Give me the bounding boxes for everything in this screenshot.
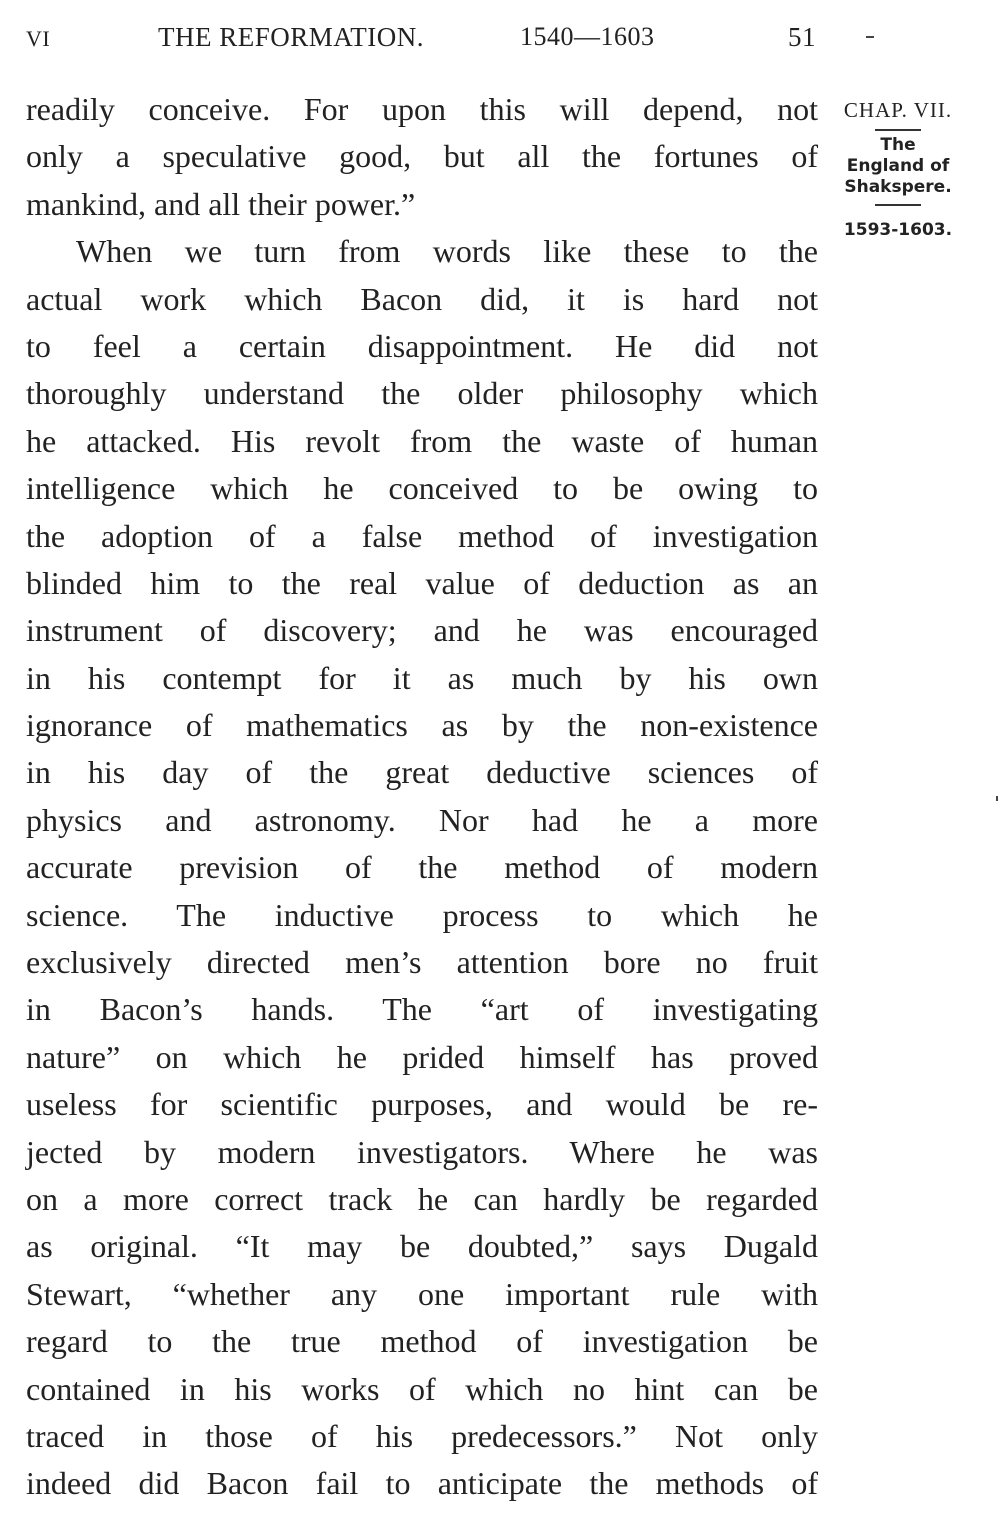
body-text [26,86,818,1508]
text-line: intelligence which he conceived to be owing to [26,470,818,507]
text-line: When we turn from words like these to the [76,233,818,270]
text-line: in his day of the great deductive sciences of [26,754,818,791]
text-line: he attacked. His revolt from the waste of human [26,422,818,459]
text-line: jected by modern investigators. Where he was [26,1133,818,1170]
text-line: as original. “It may be doubted,” says Dugald [26,1228,818,1265]
text-line: instrument of discovery; and he was encouraged [26,612,818,649]
text-line: ignorance of mathematics as by the non-existence [26,707,818,744]
text-line: useless for scientific purposes, and would be re- [26,1086,818,1123]
margin-note-rule [875,204,921,206]
text-line: in his contempt for it as much by his own [26,659,818,696]
text-line: mankind, and all their power.” [26,185,416,222]
text-line: traced in those of his predecessors.” Not only [26,1417,818,1454]
text-line: Stewart, “whether any one important rule with [26,1275,818,1312]
text-line: blinded him to the real value of deduction as an [26,564,818,601]
text-line: nature” on which he prided himself has proved [26,1038,818,1075]
text-line: contained in his works of which no hint can be [26,1370,818,1407]
text-line: exclusively directed men’s attention bore no fruit [26,944,818,981]
text-line: on a more correct track he can hardly be regarded [26,1180,818,1217]
scan-speck [996,796,998,801]
text-line: physics and astronomy. Nor had he a more [26,801,818,838]
running-head-title: THE REFORMATION. [158,22,425,52]
margin-note-years: 1593-1603. [843,220,953,240]
text-line: readily conceive. For upon this will depend, not [26,91,818,127]
running-head [26,22,816,58]
text-line: to feel a certain disappointment. He did not [26,327,818,364]
running-head-dates: 1540—1603 [520,22,655,51]
margin-note-topic-line3: Shakspere. [844,177,952,197]
margin-note [828,94,968,240]
page-number: 51 [788,22,816,52]
margin-note-topic-line1: The [880,135,916,155]
running-head-section: VI [26,26,51,51]
text-line: the adoption of a false method of investigation [26,517,818,554]
text-line: regard to the true method of investigation be [26,1323,818,1360]
text-line: thoroughly understand the older philosophy which [26,375,818,412]
text-line: accurate prevision of the method of modern [26,849,818,886]
text-line: actual work which Bacon did, it is hard not [26,280,818,317]
margin-note-rule [875,129,921,131]
text-line: in Bacon’s hands. The “art of investigating [26,991,818,1028]
text-line: only a speculative good, but all the fortunes of [26,138,818,175]
margin-note-topic-line2: England of [846,156,950,176]
scan-speck [866,36,874,38]
text-line: indeed did Bacon fail to anticipate the methods of [26,1465,818,1502]
text-line: science. The inductive process to which he [26,896,818,933]
margin-note-chapter: CHAP. VII. [843,98,953,122]
